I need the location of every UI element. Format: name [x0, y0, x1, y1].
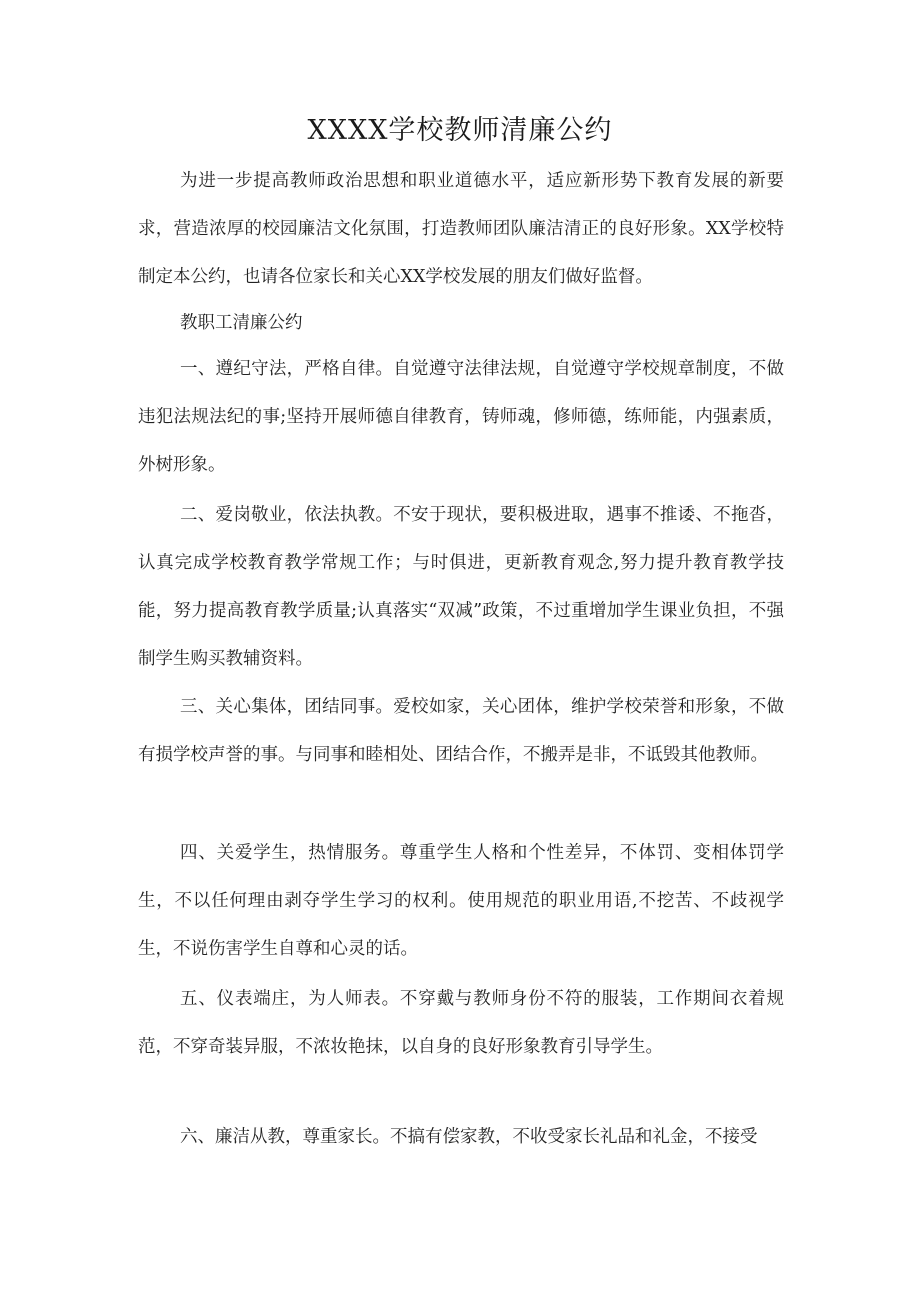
document-title: XXXX学校教师清廉公约: [307, 115, 613, 146]
section-subtitle: 教职工清廉公约: [180, 313, 303, 333]
article-2: 二、爱岗敬业，依法执教。不安于现状，要积极进取，遇事不推诿、不拖沓，认真完成学校教育教学常规工作；与时俱进，更新教育观念,努力提升教育教学技能，努力提高教育教学质量;认真落实“双减”政策，不过重增加学生课业负担，不强制学生购买教辅资料。: [138, 505, 784, 669]
intro-paragraph: 为进一步提高教师政治思想和职业道德水平，适应新形势下教育发展的新要求，营造浓厚的校园廉洁文化氛围，打造教师团队廉洁清正的良好形象。XX学校特制定本公约，也请各位家长和关心XX学校发展的朋友们做好监督。: [138, 171, 784, 287]
article-1: 一、遵纪守法，严格自律。自觉遵守法律法规，自觉遵守学校规章制度，不做违犯法规法纪的事;坚持开展师德自律教育，铸师魂，修师德，练师能，内强素质，外树形象。: [138, 359, 784, 475]
article-5: 五、仪表端庄，为人师表。不穿戴与教师身份不符的服装，工作期间衣着规范，不穿奇装异服，不浓妆艳抹，以自身的良好形象教育引导学生。: [138, 989, 784, 1057]
article-6: 六、廉洁从教，尊重家长。不搞有偿家教，不收受家长礼品和礼金，不接受: [180, 1127, 758, 1147]
article-4: 四、关爱学生，热情服务。尊重学生人格和个性差异，不体罚、变相体罚学生，不以任何理由剥夺学生学习的权利。使用规范的职业用语,不挖苦、不歧视学生，不说伤害学生自尊和心灵的话。: [138, 843, 784, 959]
article-3: 三、关心集体，团结同事。爱校如家，关心团体，维护学校荣誉和形象，不做有损学校声誉的事。与同事和睦相处、团结合作，不搬弄是非，不诋毁其他教师。: [138, 697, 784, 765]
